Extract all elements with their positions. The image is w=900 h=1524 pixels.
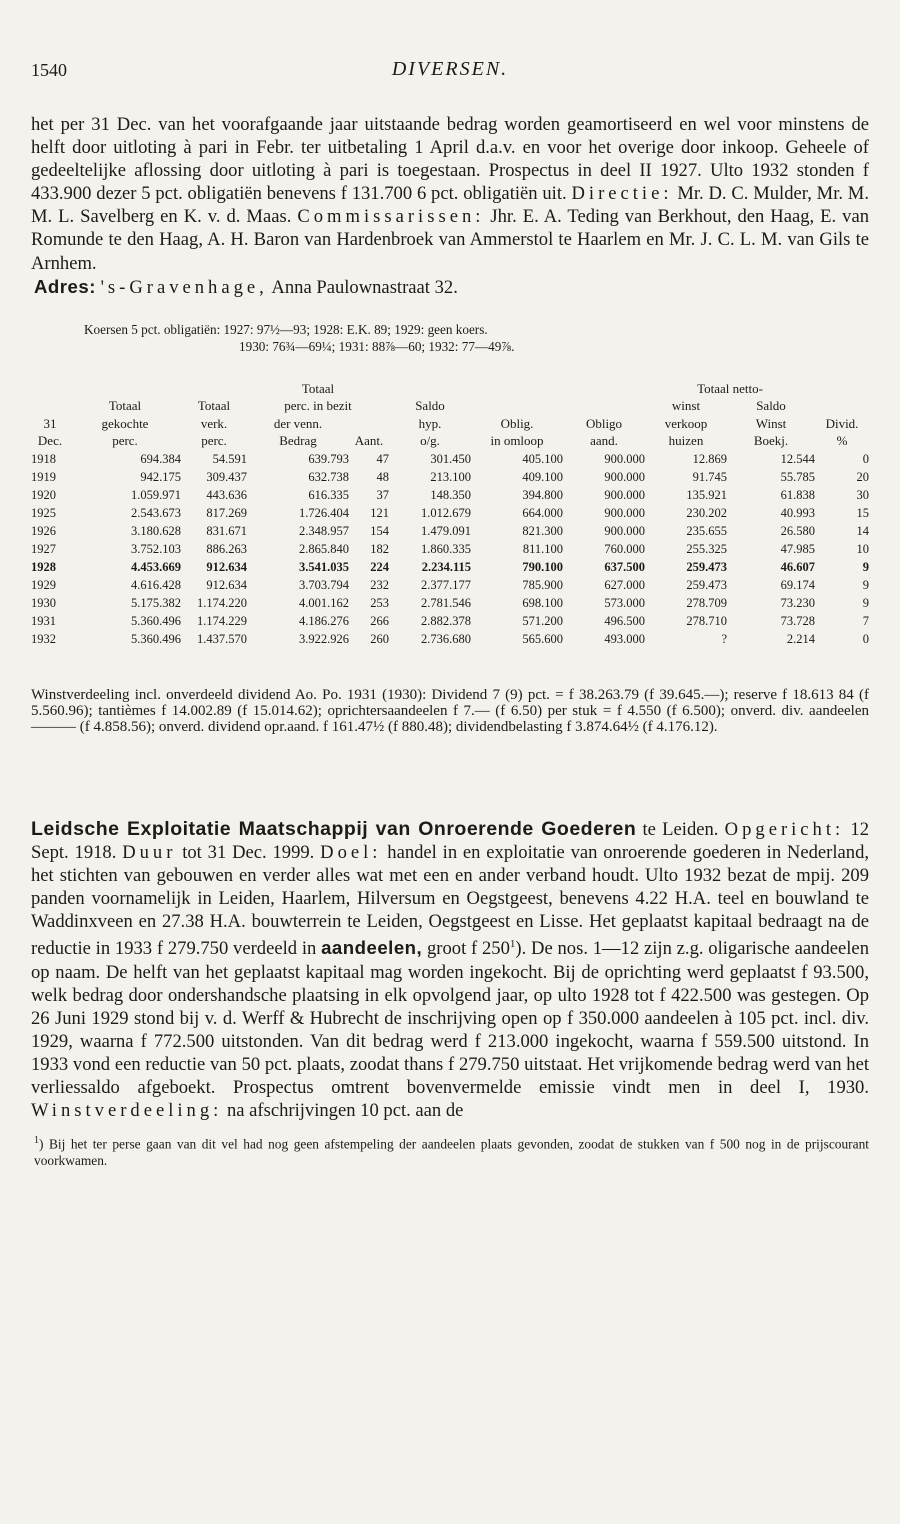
table-cell: 409.100 (522, 469, 563, 484)
table-cell: 5.360.496 (131, 613, 181, 628)
table-year-cell: 1918 (31, 451, 56, 466)
table-cell: 2.865.840 (299, 541, 349, 556)
table-cell: 900.000 (604, 469, 645, 484)
winstverdeeling-paragraph: Winstverdeeling incl. onverdeeld dividend Ao. Po. 1931 (1930): Dividend 7 (9) pct. = f 38.263.79 (f 39.645.—); reserve f 18.613 84 (f 5.560.96); tantièmes f 14.002.89 (f 15.014.62); oprichtersaandeelen f 7.— (f 6.50) per stuk = f 4.550 (f 6.500); onverd. div. aandeelen ——— (f 4.858.56); onverd. dividend opr.aand. f 161.47½ (f 880.48); dividendbelasting f 3.874.64½ (f 4.176.12). (31, 686, 869, 736)
table-cell: 900.000 (604, 523, 645, 538)
table-header-cell: Boekj. (753, 433, 789, 449)
table-cell: 616.335 (308, 487, 349, 502)
table-cell: 4.616.428 (131, 577, 181, 592)
table-cell: 4.001.162 (299, 595, 349, 610)
table-cell: 73.728 (780, 613, 815, 628)
table-header-cell: verkoop (664, 415, 708, 431)
table-cell: 255.325 (686, 541, 727, 556)
table-cell: 182 (370, 541, 389, 556)
table-cell: 1.479.091 (421, 523, 471, 538)
table-cell: 2.348.957 (299, 523, 349, 538)
table-cell: 900.000 (604, 451, 645, 466)
table-cell: 632.738 (308, 469, 349, 484)
table-cell: 0 (862, 451, 869, 466)
table-header-cell (31, 380, 69, 398)
table-row (31, 612, 869, 630)
table-header-cell (471, 397, 563, 415)
table-cell: 760.000 (604, 541, 645, 556)
page (31, 54, 869, 1182)
table-cell: 15 (856, 505, 869, 520)
table-cell: 664.000 (522, 505, 563, 520)
table-header-cell: in omloop (490, 433, 544, 449)
financial-table (31, 380, 869, 648)
table-cell: 224 (370, 559, 389, 574)
address-label: Adres: (34, 275, 96, 297)
table-cell: 135.921 (686, 487, 727, 502)
table-row (31, 522, 869, 540)
table-cell: 1.174.220 (197, 595, 247, 610)
table-cell: 5.360.496 (131, 631, 181, 646)
table-header-cell: verk. (200, 415, 228, 431)
table-row (31, 468, 869, 486)
table-cell: 235.655 (686, 523, 727, 538)
table-header-row (31, 415, 869, 433)
table-cell: 3.752.103 (131, 541, 181, 556)
table-cell: ? (721, 631, 727, 646)
table-cell: 278.709 (686, 595, 727, 610)
table-cell: 154 (370, 523, 389, 538)
table-cell: 900.000 (604, 505, 645, 520)
table-cell: 5.175.382 (131, 595, 181, 610)
table-cell: 2.377.177 (421, 577, 471, 592)
table-header-cell: perc. (112, 433, 138, 449)
table-header-cell: Bedrag (279, 433, 317, 449)
koersen-block (31, 321, 869, 355)
table-cell: 694.384 (140, 451, 181, 466)
table-cell: 278.710 (686, 613, 727, 628)
table-cell: 148.350 (430, 487, 471, 502)
table-cell: 259.473 (686, 559, 727, 574)
table-header-cell (563, 397, 645, 415)
table-year-cell: 1919 (31, 469, 56, 484)
table-cell: 232 (370, 577, 389, 592)
table-cell: 30 (856, 487, 869, 502)
table-cell: 886.263 (206, 541, 247, 556)
table-header-cell: 31 (43, 415, 57, 431)
table-cell: 3.703.794 (299, 577, 349, 592)
table-cell: 493.000 (604, 631, 645, 646)
table-cell: 573.000 (604, 595, 645, 610)
table-cell: 266 (370, 613, 389, 628)
table-cell: 811.100 (522, 541, 563, 556)
table-row (31, 594, 869, 612)
table-cell: 12.869 (692, 451, 727, 466)
table-year-cell: 1932 (31, 631, 56, 646)
table-cell: 10 (856, 541, 869, 556)
table-cell: 46.607 (780, 559, 815, 574)
table-cell: 627.000 (604, 577, 645, 592)
table-header-cell (389, 380, 471, 398)
table-year-cell: 1925 (31, 505, 56, 520)
table-header-cell (181, 380, 247, 398)
address-street: Anna Paulownastraat 32. (267, 276, 458, 298)
table-cell: 260 (370, 631, 389, 646)
table-header-cell: huizen (668, 433, 704, 449)
table-cell: 2.736.680 (421, 631, 471, 646)
table-row (31, 504, 869, 522)
table-cell: 0 (862, 631, 869, 646)
table-header-row (31, 380, 869, 398)
table-header-cell: winst (671, 398, 701, 414)
footnote-marker: 1 (34, 1135, 39, 1147)
table-cell: 639.793 (308, 451, 349, 466)
table-cell: 496.500 (604, 613, 645, 628)
table-row (31, 486, 869, 504)
address-line (31, 275, 869, 299)
table-year-cell: 1931 (31, 613, 56, 628)
table-header (31, 380, 869, 450)
section-title: DIVERSEN. (391, 58, 509, 80)
table-header-cell: perc. in bezit (284, 398, 352, 414)
table-header-cell (563, 380, 645, 398)
table-cell: 26.580 (780, 523, 815, 538)
table-cell: 1.726.404 (299, 505, 349, 520)
table-header-cell: Saldo (756, 398, 786, 414)
table-cell: 91.745 (692, 469, 727, 484)
table-year-cell: 1929 (31, 577, 56, 592)
table-cell: 253 (370, 595, 389, 610)
table-cell: 443.636 (206, 487, 247, 502)
table-header-cell: Obligo (585, 415, 623, 431)
doel-label: Doel: (320, 841, 382, 863)
table-cell: 4.453.669 (131, 559, 181, 574)
table-header-cell: Dec. (37, 433, 63, 449)
table-cell: 230.202 (686, 505, 727, 520)
footnote-reference: 1 (509, 938, 516, 951)
table-cell: 20 (856, 469, 869, 484)
table-header-cell (31, 397, 69, 415)
table-header-cell: Totaal netto- (697, 380, 763, 396)
table-header-cell: o/g. (420, 433, 440, 449)
company-entry: Leidsche Exploitatie Maatschappij van Onroerende Goederen te Leiden. Opgericht: 12 Sept. 1918. Duur tot 31 Dec. 1999. Doel: handel in en exploitatie van onroerende goederen in Nederland, het stichten van gebouwen en verder alles wat met een en ander verband houdt. Ulto 1932 bezat de mpij. 209 panden voornamelijk in Leiden, Haarlem, Hilversum en Oegstgeest, benevens 4.22 H.A. teel en bouwland te Waddinxveen en 27.38 H.A. bouwterrein te Leiden, Oegstgeest en Lisse. Het geplaatst kapitaal bedraagt na de reductie in 1933 f 279.750 verdeeld in aandeelen, groot f $250^1$). De nos. 1—12 zijn z.g. oligarische aandeelen op naam. De helft van het geplaatst kapitaal mag worden ingekocht. Bij de oprichting werd geplaatst f 93.500, welk bedrag door ondershandsche plaatsing in elk opvolgend jaar, op ulto 1928 tot f 422.500 was gestegen. Op 26 Juni 1929 stond bij v. d. Werff & Hubrecht de inschrijving open op f 350.000 aandeelen à 105 pct. incl. div. 1929, waarna f 772.500 uitstonden. Van dit bedrag werd f 213.000 ingekocht, waarna f 559.500 uitstond. In 1933 vond een reductie van 50 pct. plaats, zoodat thans f 279.750 uitstaat. Het vrijkomende bedrag werd van het verliessaldo afgeboekt. Prospectus omtrent bovenvermelde emissie vindt men in deel I, 1930. Winstverdeeling: na afschrijvingen 10 pct. aan de (31, 817, 870, 1122)
table-header-cell (815, 380, 869, 398)
table-header-cell: perc. (201, 433, 227, 449)
table-year-cell: 1930 (31, 595, 56, 610)
table-cell: 54.591 (212, 451, 247, 466)
table-cell: 2.234.115 (421, 559, 471, 574)
table-cell: 571.200 (522, 613, 563, 628)
table-header-row (31, 397, 869, 415)
table-cell: 301.450 (430, 451, 471, 466)
table-cell: 1.012.679 (421, 505, 471, 520)
table-cell: 912.634 (206, 559, 247, 574)
table-cell: 2.214 (786, 631, 815, 646)
table-cell: 47.985 (780, 541, 815, 556)
table-cell: 69.174 (780, 577, 815, 592)
table-cell: 394.800 (522, 487, 563, 502)
commissarissen-label: Commissarissen: (297, 206, 485, 228)
table-cell: 121 (370, 505, 389, 520)
table-cell: 3.180.628 (131, 523, 181, 538)
table-header-cell (815, 397, 869, 415)
table-cell: 73.230 (780, 595, 815, 610)
table-cell: 3.922.926 (299, 631, 349, 646)
company-name: Leidsche Exploitatie Maatschappij van Onroerende Goederen (31, 817, 637, 840)
table-cell: 40.993 (780, 505, 815, 520)
table-cell: 900.000 (604, 487, 645, 502)
table-cell: 47 (376, 451, 389, 466)
table-cell: 12.544 (780, 451, 815, 466)
table-cell: 2.882.378 (421, 613, 471, 628)
table-year-cell: 1927 (31, 541, 56, 556)
table-cell: 7 (862, 613, 869, 628)
table-row (31, 540, 869, 558)
opgericht-label: Opgericht: (724, 818, 845, 840)
table-cell: 1.174.229 (197, 613, 247, 628)
table-header-cell: Saldo (415, 398, 445, 414)
table-body (31, 450, 869, 648)
footnote-text: ) Bij het ter perse gaan van dit vel had nog geen afstempeling der aandeelen plaats gevonden, zoodat de stukken van f 500 nog in de prijscourant voorkwamen. (34, 1136, 869, 1168)
table-cell: 309.437 (206, 469, 247, 484)
table-year-cell: 1920 (31, 487, 56, 502)
table-header-cell: der venn. (273, 415, 323, 431)
table-header-cell: % (836, 433, 848, 449)
table-header-cell (69, 380, 181, 398)
table-cell: 565.600 (522, 631, 563, 646)
winstverdeeling-label: Winstverdeeling: (31, 1100, 223, 1122)
table-header-cell: aand. (590, 433, 618, 449)
table-cell: 831.671 (206, 523, 247, 538)
table-cell: 37 (376, 487, 389, 502)
table-cell: 405.100 (522, 451, 563, 466)
directie-label: Directie: (571, 183, 673, 205)
koersen-line: Koersen 5 pct. obligatiën: 1927: 97½—93; 1928: E.K. 89; 1929: geen koers. (84, 321, 488, 337)
table-cell: 942.175 (140, 469, 181, 484)
table-cell: 821.300 (522, 523, 563, 538)
table-cell: 637.500 (604, 559, 645, 574)
table-year-cell: 1926 (31, 523, 56, 538)
table-year-cell: 1928 (31, 559, 56, 574)
table-header-cell: Totaal (197, 398, 231, 414)
table-header-cell: hyp. (418, 415, 442, 431)
table-cell: 1.860.335 (421, 541, 471, 556)
table-header-cell (349, 415, 389, 433)
table-cell: 790.100 (522, 559, 563, 574)
table-cell: 785.900 (522, 577, 563, 592)
aandeelen-label: aandeelen, (321, 937, 423, 959)
table-header-cell: Totaal (108, 398, 142, 414)
company-description-continued: het per 31 Dec. van het voorafgaande jaar uitstaande bedrag worden geamortiseerd en wel voor minstens de helft door uitloting à pari in Febr. ter uitbetaling 1 April d.a.v. en voor het overige door inkoop. Geheele of gedeeltelijke aflossing door uitloting à pari is toegestaan. Prospectus in deel II 1927. Ulto 1932 stonden f 433.900 dezer 5 pct. obligatiën benevens f 131.700 6 pct. obligatiën uit. Directie: Mr. D. C. Mulder, Mr. M. M. L. Savelberg en K. v. d. Maas. Commissarissen: Jhr. E. A. Teding van Berkhout, den Haag, E. van Romunde te den Haag, A. H. Baron van Hardenbroek van Ammerstol te Haarlem en Mr. J. C. L. M. van Gils te Arnhem. (31, 114, 869, 274)
table-cell: 2.781.546 (421, 595, 471, 610)
table-cell: 2.543.673 (131, 505, 181, 520)
table-cell: 912.634 (206, 577, 247, 592)
table-cell: 1.059.971 (131, 487, 181, 502)
table-cell: 3.541.035 (299, 559, 349, 574)
table-cell: 9 (862, 577, 869, 592)
table-header-cell: Totaal (301, 380, 335, 396)
table-cell: 1.437.570 (197, 631, 247, 646)
table-cell: 698.100 (522, 595, 563, 610)
address-city: 's-Gravenhage, (100, 276, 268, 298)
table-cell: 9 (862, 595, 869, 610)
table-cell: 61.838 (780, 487, 815, 502)
table-header-cell: Aant. (354, 433, 384, 449)
table-row (31, 450, 869, 468)
table-cell: 14 (856, 523, 869, 538)
table-cell: 48 (376, 469, 389, 484)
koersen-line: 1930: 76¾—69¼; 1931: 88⅞—60; 1932: 77—49⅞. (239, 338, 515, 354)
table-header-cell: gekochte (101, 415, 149, 431)
table-row (31, 630, 869, 648)
table-header-cell: Oblig. (500, 415, 534, 431)
table-row (31, 576, 869, 594)
duur-label: Duur (122, 841, 177, 863)
running-head (31, 54, 869, 88)
table-header-cell (471, 380, 563, 398)
table-cell: 213.100 (430, 469, 471, 484)
table-cell: 817.269 (206, 505, 247, 520)
table-header-cell: Divid. (825, 415, 859, 431)
page-number: 1540 (31, 60, 67, 80)
table-row (31, 558, 869, 576)
table-cell: 4.186.276 (299, 613, 349, 628)
table-cell: 55.785 (780, 469, 815, 484)
table-header-row (31, 432, 869, 450)
table-cell: 9 (862, 559, 869, 574)
table-cell: 259.473 (686, 577, 727, 592)
table-header-cell: Winst (755, 415, 787, 431)
footnote (31, 1133, 869, 1168)
